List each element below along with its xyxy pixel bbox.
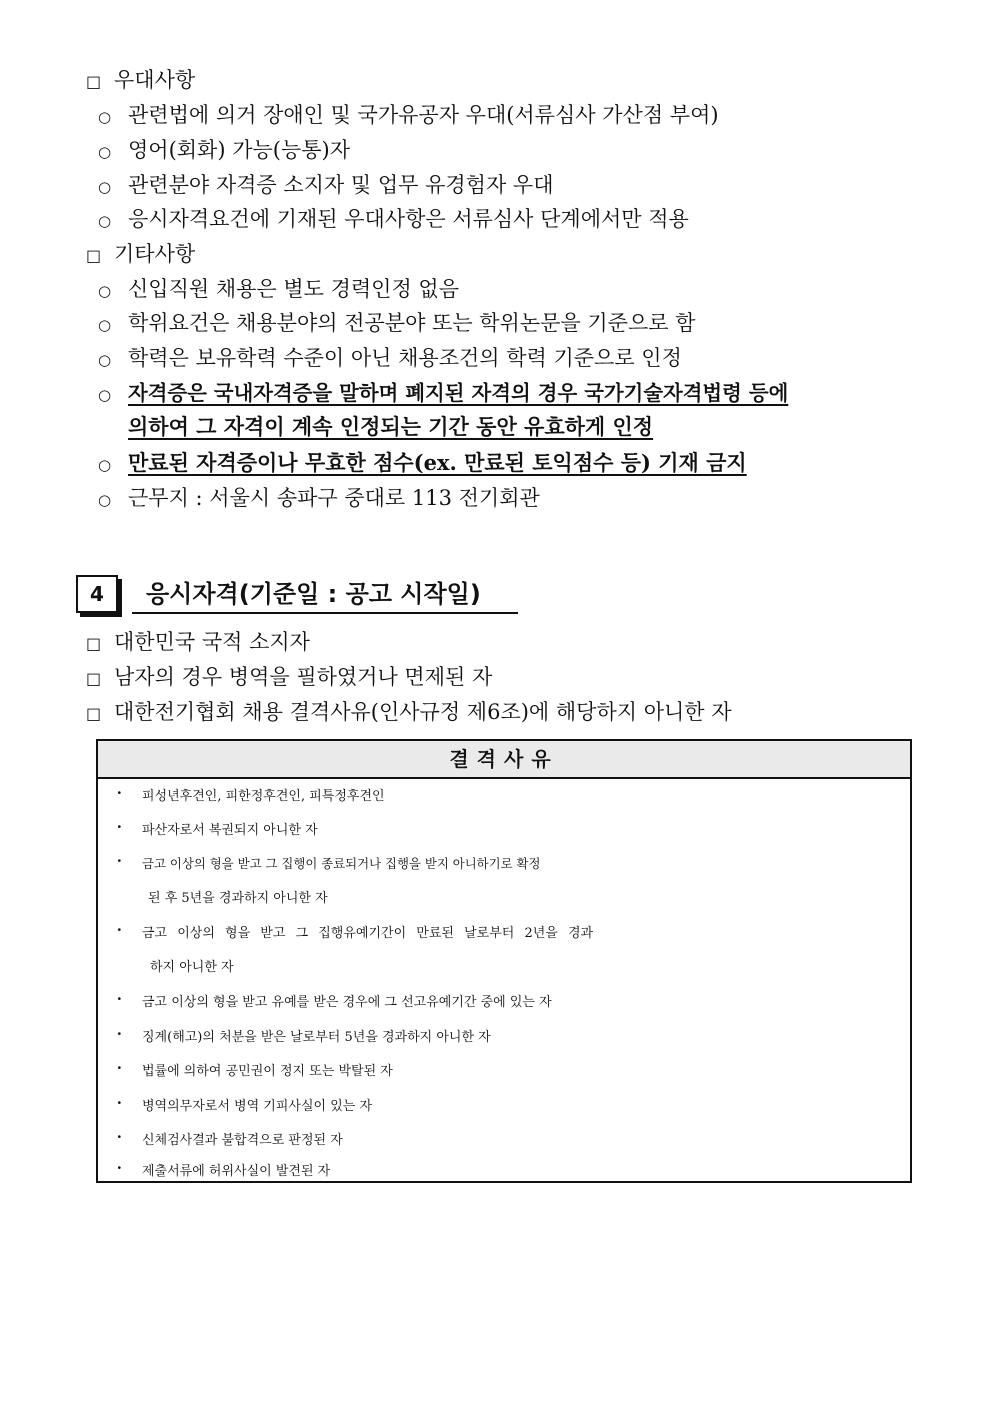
list-item: □ 남자의 경우 병역을 필하였거나 면제된 자	[86, 663, 492, 693]
list-item: ○ 신입직원 채용은 별도 경력인정 없음	[98, 275, 459, 305]
preferential-heading-line	[86, 66, 195, 96]
list-item: ○ 학위요건은 채용분야의 전공분야 또는 학위논문을 기준으로 함	[98, 309, 696, 339]
circle-bullet-icon: ○	[98, 351, 112, 369]
disqualification-table	[96, 739, 912, 1183]
bullet-dot-icon: ·	[116, 1056, 123, 1080]
circle-bullet-icon: ○	[98, 212, 112, 230]
list-item: ○ 응시자격요건에 기재된 우대사항은 서류심사 단계에서만 적용	[98, 205, 689, 235]
other-heading-line	[86, 240, 195, 270]
table-row: · 금고 이상의 형을 받고 그 집행유예기간이 만료된 날로부터 2년을 경과	[116, 918, 594, 942]
other-heading: 기타사항	[114, 242, 196, 266]
bullet-dot-icon: ·	[116, 849, 123, 873]
circle-bullet-icon: ○	[98, 282, 112, 300]
bullet-dot-icon: ·	[116, 1156, 123, 1180]
square-bullet-icon: □	[86, 704, 102, 723]
circle-bullet-icon: ○	[98, 143, 112, 161]
list-item: ○ 영어(회화) 가능(능통)자	[98, 136, 350, 166]
circle-bullet-icon: ○	[98, 178, 112, 196]
circle-bullet-icon: ○	[98, 108, 112, 126]
list-item-emphasis: ○ 만료된 자격증이나 무효한 점수(ex. 만료된 토익점수 등) 기재 금지	[98, 449, 747, 479]
list-item: ○ 학력은 보유학력 수준이 아닌 채용조건의 학력 기준으로 인정	[98, 344, 682, 374]
circle-bullet-icon: ○	[98, 386, 112, 404]
table-row: · 병역의무자로서 병역 기피사실이 있는 자	[116, 1091, 373, 1115]
square-bullet-icon: □	[86, 72, 102, 91]
section-title-underline	[132, 612, 518, 614]
bullet-dot-icon: ·	[116, 987, 123, 1011]
table-row: · 제출서류에 허위사실이 발견된 자	[116, 1156, 331, 1180]
table-row: · 법률에 의하여 공민권이 정지 또는 박탈된 자	[116, 1056, 393, 1080]
section-number-badge: 4	[76, 575, 118, 613]
square-bullet-icon: □	[86, 246, 102, 265]
bullet-dot-icon: ·	[116, 1091, 123, 1115]
list-item: ○ 관련법에 의거 장애인 및 국가유공자 우대(서류심사 가산점 부여)	[98, 101, 719, 131]
list-item-emphasis: ○ 자격증은 국내자격증을 말하며 폐지된 자격의 경우 국가기술자격법령 등에	[98, 379, 788, 409]
list-item: ○ 근무지 : 서울시 송파구 중대로 113 전기회관	[98, 484, 540, 514]
table-row: · 신체검사결과 불합격으로 판정된 자	[116, 1125, 343, 1149]
table-row-continued: 된 후 5년을 경과하지 아니한 자	[148, 891, 328, 906]
square-bullet-icon: □	[86, 634, 102, 653]
list-item: ○ 관련분야 자격증 소지자 및 업무 유경험자 우대	[98, 171, 553, 201]
circle-bullet-icon: ○	[98, 456, 112, 474]
bullet-dot-icon: ·	[116, 781, 123, 805]
table-row: · 피성년후견인, 피한정후견인, 피특정후견인	[116, 781, 385, 805]
list-item: □ 대한전기협회 채용 결격사유(인사규정 제6조)에 해당하지 아니한 자	[86, 698, 732, 728]
table-row: · 파산자로서 복권되지 아니한 자	[116, 815, 318, 839]
circle-bullet-icon: ○	[98, 491, 112, 509]
bullet-dot-icon: ·	[116, 815, 123, 839]
table-row: · 금고 이상의 형을 받고 유예를 받은 경우에 그 선고유예기간 중에 있는 자	[116, 987, 552, 1011]
bullet-dot-icon: ·	[116, 918, 123, 942]
bullet-dot-icon: ·	[116, 1125, 123, 1149]
list-item-emphasis-continued: 의하여 그 자격이 계속 인정되는 기간 동안 유효하게 인정	[128, 414, 654, 439]
table-row: · 징계(해고)의 처분을 받은 날로부터 5년을 경과하지 아니한 자	[116, 1022, 491, 1046]
circle-bullet-icon: ○	[98, 316, 112, 334]
table-row-continued: 하지 아니한 자	[150, 960, 234, 975]
table-row: · 금고 이상의 형을 받고 그 집행이 종료되거나 집행을 받지 아니하기로 확정	[116, 849, 541, 873]
section-title: 응시자격(기준일 : 공고 시작일)	[146, 580, 481, 608]
preferential-heading: 우대사항	[114, 68, 196, 92]
list-item: □ 대한민국 국적 소지자	[86, 628, 310, 658]
table-header: 결격사유	[98, 741, 910, 779]
bullet-dot-icon: ·	[116, 1022, 123, 1046]
square-bullet-icon: □	[86, 669, 102, 688]
